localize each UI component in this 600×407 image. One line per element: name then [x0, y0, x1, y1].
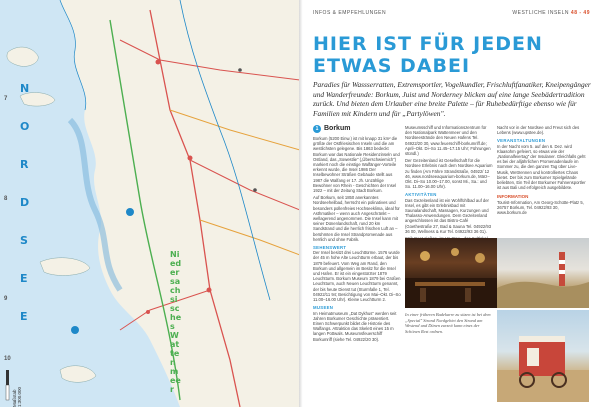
paragraph: Museumsschiff und Informationszentrum für den Nationalpark Wattenmeer und den Nordseestrände den Neuen Hafens Tel. 04922/20 30, www.feuerschiff-borkumriff.de; April–Okt. Di–So 11.45–17.15 Uhr; Führungen stündl.) — [405, 125, 491, 157]
grid-number: 9 — [4, 296, 8, 302]
paragraph: Nacht vor in der Nordsee und Freut sich des Lebens (www.upstee.de). — [497, 125, 580, 136]
page-numbers: 48 - 49 — [570, 10, 590, 16]
info-heading: INFORMATION — [497, 194, 529, 200]
section-title-text: Borkum — [324, 125, 351, 132]
paragraph: Borkum (5200 Einw.) ist mit knapp 31 km² die größte der Ostfriesischen Inseln und die am westlichsten gelegene. Bis 1863 bedeckt Borkum war das Nationale Residenzinseln und Ostland, das „Sowestlie" („Überschwiemich") markiert noch die einstige Walfänger-Vorteile erkennt wurde, die Insel 1986 Der Inselbewohner Sträßen Gebäude stellt aus 1987 die Walfang er 17. Jh. Unzählige Bewohner von Rhein - Geschichten der Insel 1922 – mit der Zeitung Stadt Borkum. — [313, 136, 400, 194]
section-title — [313, 125, 401, 133]
column-3 — [497, 125, 589, 217]
paragraph: Auf Borkum, seit 1850 anerkanntes Nordseeheilbad, herrscht ein polinatives und besonders pollenfreies Hochseeklima, ideal für Asthmatiker – wenn auch Angeschränkt – wellagerend angenommen. Die Insel kann mit seiner Dünenlandschaft, rund 20 km Sandstrand und die herrlich frischen Luft an – berühmten die Insel Strandpromenade aus herrlich und ohne Fabrik. — [313, 195, 400, 242]
grid-number: 7 — [4, 96, 8, 102]
paragraph: Der Gezeitenland ist Gesellschaft für die Nordsee Erlebnis nach dem Nordsee Aquarium zu finden (Am Fähre Strandstraße, 04922/ 12 46, www.nordseeaquarium-borkum.de, März–Okt. Di–So 10.00–17.00, sonst Mi., Sa.: und So. 11.00–16.00 Uhr). — [405, 158, 493, 190]
sea-label: N O R D S E E — [20, 82, 36, 323]
article-page — [305, 0, 600, 407]
wattenmeer-label: Niedersachsisches Wattenmeer — [170, 250, 182, 394]
intro-text: Paradies für Wassserratten, Extremsportler, Vogelkundler, Frischluftfanatiker, Kneipengänger und Wanderfreunde: Borkum, Juist und Norderney blicken auf eine lange Seebädertradition zurück. Und bieten dem Urlauber eine breite Palette – für Ruhebedürftige ebenso wie für Familien mit Kindern und für „Partylöwen". — [313, 80, 591, 118]
info-text: Tourist-Information, Am Georg-Schütte-Platz 5, 26757 Borkum, Tel. 04922/93 30, www.borkum.de — [497, 199, 584, 216]
headline: HIER IST FÜR JEDEN ETWAS DABEI — [313, 33, 543, 77]
photo-lighthouse-dune — [497, 238, 589, 308]
photo-caption: In einer früheren Badekarre zu sitzen ist bei dem „Special" Strand Nordgebiet den Strand am Westend und Dünen zurzeit kann eines der Schönen Rest ordnen. — [405, 312, 491, 334]
grid-number: 10 — [4, 356, 11, 362]
photo-bathing-cart — [497, 310, 589, 402]
grid-number: 8 — [4, 196, 8, 202]
paragraph: Im Heimatmuseum „Dat Dykhus" werden seit Jahren Borkumer Geschichte präsentiert. Einen Schwerpunkt bildet die Historie des Walfangs. Attraktion das Skelett eines 15 m langen Pottwals. Museumsfeuerschiff Borkumriff (siehe Tel. 04922/20 30). — [313, 310, 397, 342]
column-1 — [313, 125, 401, 344]
scale-label: Maßstab 1:300.000 — [12, 386, 22, 407]
section-name: WESTLICHE INSELN — [512, 10, 570, 16]
paragraph: Der Insel besitzt drei Leuchttürme. 1576 wurde der 45 m hohe Alte Leuchtturm erbaut, der bis 1879 befeuert. Vom Weg am Rand, den Borkum und allgemein im Besitz für die Insel und Hafen. Er ist ein eingestürzter 1879 Leuchtturm. Borkum Museum 1879 bei Großen Leuchtturm, auch Neuen Leuchtturm genannt, der bis heute Dienst tut (Sturmfalle 1, Tel. 04922/11 94; Besichtigung von Mai–Okt. Di–So 11.00–16.00 Uhr). Kleine Leuchtturm 2. — [313, 250, 401, 303]
section-number-badge: 1 — [313, 125, 321, 133]
running-header-right — [512, 10, 590, 16]
subheading: SEHENSWERT — [313, 245, 347, 251]
paragraph: In der Nacht vom 5. auf den 6. Dez. wird Klaasohm gefeiert, so etwas wie der „Nationalfeiertag" der Insulaner. Gleichfalls geht es bei der alljährlichen Promenadenlaufe im Sommer zu, die den ganzen Tag über Live-Musik, Wettrennen und kontrolliertes Chaos bietet. Der bis zum Borkumer Spielgelände beliebten, Ein Teil der Borkumer Fahnensportler ist aus Bali und erfolgreich ausgebildete. — [497, 143, 586, 191]
subheading: MUSEEN — [313, 305, 334, 311]
column-2 — [405, 125, 493, 254]
subheading: AKTIVITÄTEN — [405, 192, 437, 198]
subheading: VERANSTALTUNGEN — [497, 138, 546, 144]
paragraph: Das Gezeitenland ist ein Wohlfühlbad auf der Insel, es gibt ein Erlebnisbad mit Saunalandschaft, Massagen, Kurzungen und Thalasso-Anwendungen. Dem Gezeitenland angeschlossen ist das Bistro-Café (Goethestraße 27, Bad & Sauna Tel. 04922/93 36 00, Wellness & Kur Tel. 04922/93 36 01). — [405, 197, 492, 234]
photo-pub-interior — [405, 238, 497, 308]
running-header-left: INFOS & EMPFEHLUNGEN — [313, 10, 387, 16]
